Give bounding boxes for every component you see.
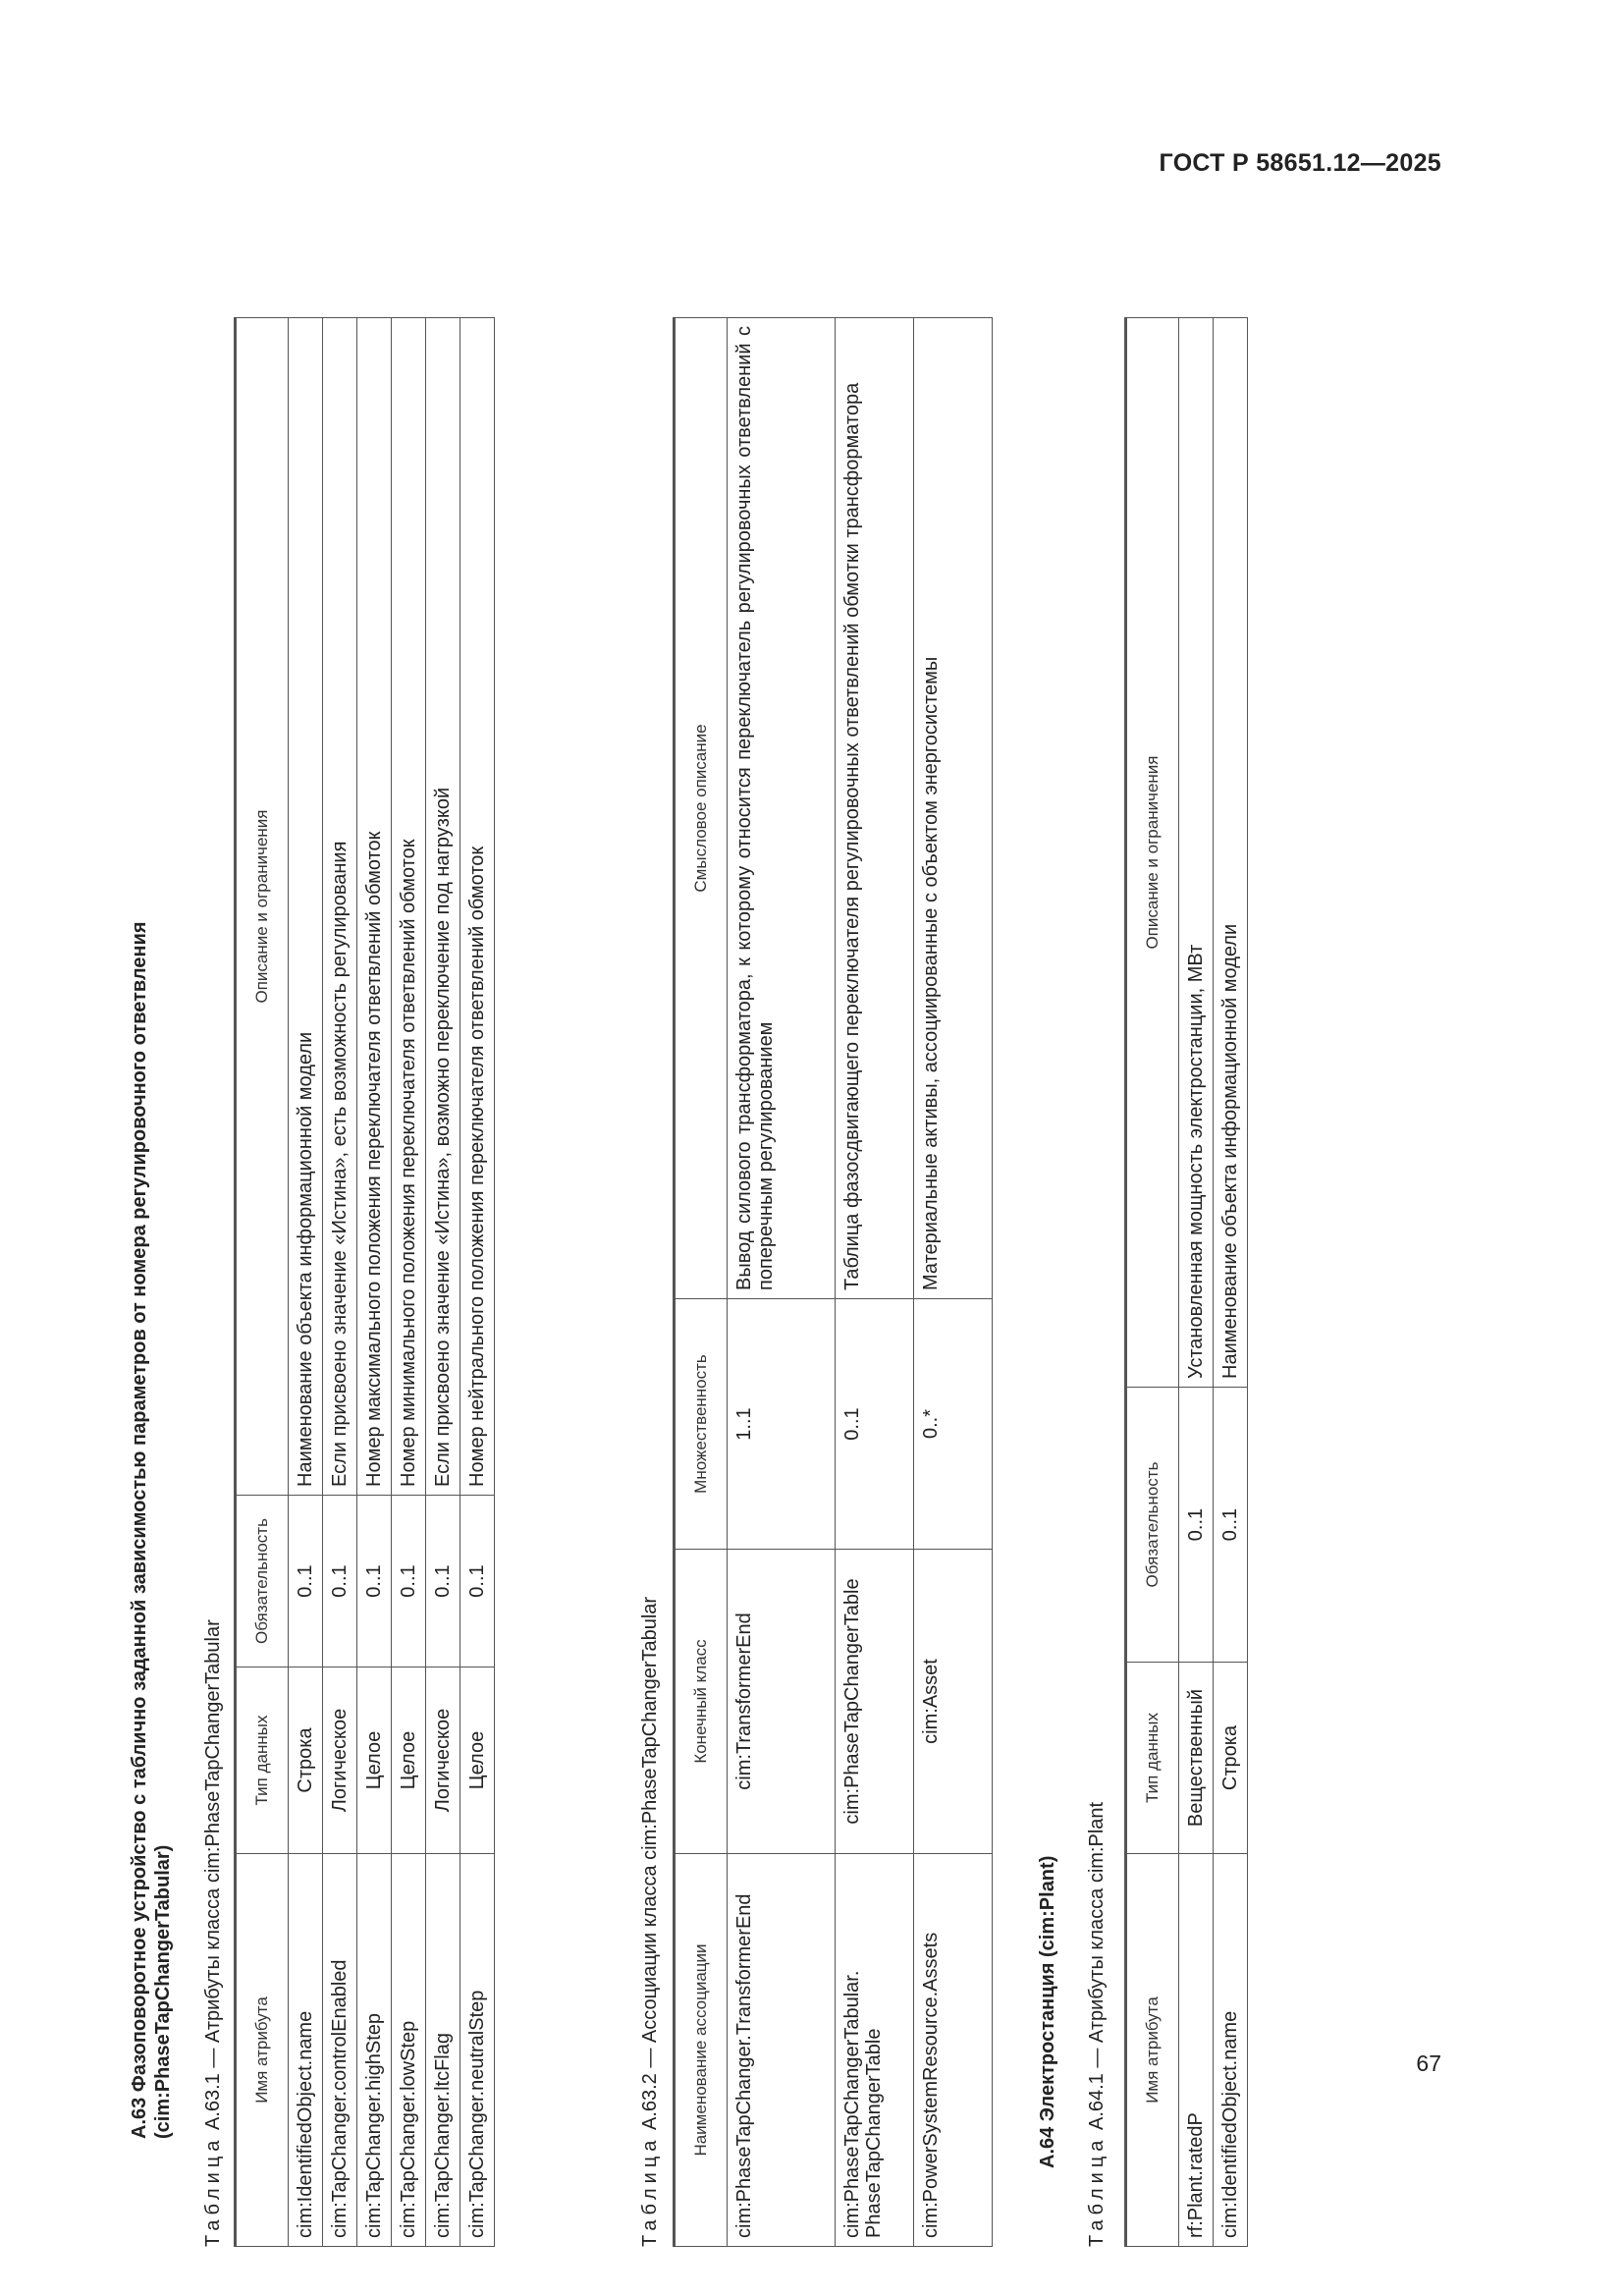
table-a631-caption-text: А.63.1 — Атрибуты класса cim:PhaseTapChangerTabular — [202, 1619, 224, 2131]
table-cell: cim:TapChanger.lowStep — [392, 1854, 426, 2247]
table-cell: Установленная мощность электростанции, МВт — [1179, 318, 1214, 1388]
table-cell: Вещественный — [1179, 1663, 1214, 1854]
table-cell: 0..1 — [289, 1496, 323, 1667]
document-standard-header: ГОСТ Р 58651.12—2025 — [1159, 149, 1441, 177]
table-cell: cim:PhaseTapChanger.TransformerEnd — [728, 1854, 836, 2247]
table-cell: rf:Plant.ratedP — [1179, 1854, 1214, 2247]
table-cell: 0..* — [914, 1299, 993, 1550]
section-a63-title — [128, 322, 175, 2139]
table-cell: Строка — [289, 1667, 323, 1854]
table-a641-header-type: Тип данных — [1126, 1663, 1179, 1854]
table-a641-caption-text: А.64.1 — Атрибуты класса cim:Plant — [1086, 1801, 1108, 2131]
table-a631-header-type: Тип данных — [236, 1667, 289, 1854]
table-cell: Целое — [392, 1667, 426, 1854]
table-a632-header-target-class: Конечный класс — [675, 1550, 728, 1854]
table-a631-caption-label: Таблица — [202, 2135, 224, 2247]
table-cell: Таблица фазосдвигающего переключателя регулировочных ответвлений обмотки трансформатора — [836, 318, 914, 1299]
table-a632-caption-label: Таблица — [639, 2135, 661, 2247]
table-cell: cim:PowerSystemResource.Assets — [914, 1854, 993, 2247]
table-a632-header-description: Смысловое описание — [675, 318, 728, 1299]
table-cell: Материальные активы, ассоциированные с объектом энергосистемы — [914, 318, 993, 1299]
table-a641-header-name: Имя атрибута — [1126, 1854, 1179, 2247]
table-cell: cim:TapChanger.ltcFlag — [426, 1854, 460, 2247]
table-cell: 0..1 — [1214, 1388, 1248, 1663]
table-a632-header-association: Наименование ассоциации — [675, 1854, 728, 2247]
table-row — [914, 318, 993, 2247]
table-a631-header-description: Описание и ограничения — [236, 318, 289, 1496]
table-cell: cim:TransformerEnd — [728, 1550, 836, 1854]
table-cell: Наименование объекта информационной модели — [1214, 318, 1248, 1388]
table-cell: cim:TapChanger.highStep — [357, 1854, 392, 2247]
table-cell: cim:PhaseTapChangerTable — [836, 1550, 914, 1854]
section-a64-title: А.64 Электростанция (cim:Plant) — [1037, 1855, 1058, 2168]
table-row — [728, 318, 836, 2247]
table-cell: Если присвоено значение «Истина», возможно переключение под нагрузкой — [426, 318, 460, 1496]
table-a641 — [1124, 317, 1248, 2247]
table-cell: 0..1 — [392, 1496, 426, 1667]
section-a63-title-line2: (cim:PhaseTapChangerTabular) — [152, 1844, 174, 2139]
table-cell: 0..1 — [323, 1496, 357, 1667]
table-a631 — [234, 317, 495, 2247]
table-row — [1214, 318, 1248, 2247]
page-number: 67 — [1416, 2050, 1441, 2076]
table-cell: Номер минимального положения переключателя ответвлений обмоток — [392, 318, 426, 1496]
table-cell: 0..1 — [1179, 1388, 1214, 1663]
table-cell: Целое — [460, 1667, 495, 1854]
table-cell: 0..1 — [426, 1496, 460, 1667]
table-a631-caption — [201, 1619, 225, 2247]
table-cell: cim:TapChanger.neutralStep — [460, 1854, 495, 2247]
table-cell: Логическое — [323, 1667, 357, 1854]
table-row — [323, 318, 357, 2247]
table-row — [289, 318, 323, 2247]
table-a631-header-name: Имя атрибута — [236, 1854, 289, 2247]
table-cell: 1..1 — [728, 1299, 836, 1550]
table-a641-caption-label: Таблица — [1086, 2135, 1108, 2247]
table-a632-header-multiplicity: Множественность — [675, 1299, 728, 1550]
table-cell: 0..1 — [836, 1299, 914, 1550]
table-a632-caption-text: А.63.2 — Ассоциации класса cim:PhaseTapChangerTabular — [639, 1596, 661, 2131]
table-row — [460, 318, 495, 2247]
table-a632-caption — [638, 1597, 662, 2247]
table-cell: Логическое — [426, 1667, 460, 1854]
table-a632 — [673, 317, 993, 2247]
table-cell: cim:TapChanger.controlEnabled — [323, 1854, 357, 2247]
table-cell: Строка — [1214, 1663, 1248, 1854]
table-cell: Целое — [357, 1667, 392, 1854]
table-row — [1179, 318, 1214, 2247]
table-a641-caption — [1085, 1802, 1109, 2247]
table-cell: cim:PhaseTapChangerTabular. PhaseTapChangerTable — [836, 1854, 914, 2247]
table-cell: Номер максимального положения переключателя ответвлений обмоток — [357, 318, 392, 1496]
table-cell: cim:IdentifiedObject.name — [1214, 1854, 1248, 2247]
table-row — [392, 318, 426, 2247]
section-a63-title-line1: А.63 Фазоповоротное устройство с таблично заданной зависимостью параметров от номера регулировочного ответвления — [129, 921, 150, 2139]
table-cell: cim:Asset — [914, 1550, 993, 1854]
table-row — [836, 318, 914, 2247]
table-cell: 0..1 — [357, 1496, 392, 1667]
table-cell: Если присвоено значение «Истина», есть возможность регулирования — [323, 318, 357, 1496]
table-row — [357, 318, 392, 2247]
table-cell: Наименование объекта информационной модели — [289, 318, 323, 1496]
table-a631-header-required: Обязательность — [236, 1496, 289, 1667]
table-cell: Вывод силового трансформатора, к которому относится переключатель регулировочных ответвлений с поперечным регулированием — [728, 318, 836, 1299]
rotated-content — [0, 106, 1623, 2296]
table-cell: cim:IdentifiedObject.name — [289, 1854, 323, 2247]
table-row — [426, 318, 460, 2247]
table-a641-header-required: Обязательность — [1126, 1388, 1179, 1663]
table-a641-header-description: Описание и ограничения — [1126, 318, 1179, 1388]
table-cell: Номер нейтрального положения переключателя ответвлений обмоток — [460, 318, 495, 1496]
table-cell: 0..1 — [460, 1496, 495, 1667]
